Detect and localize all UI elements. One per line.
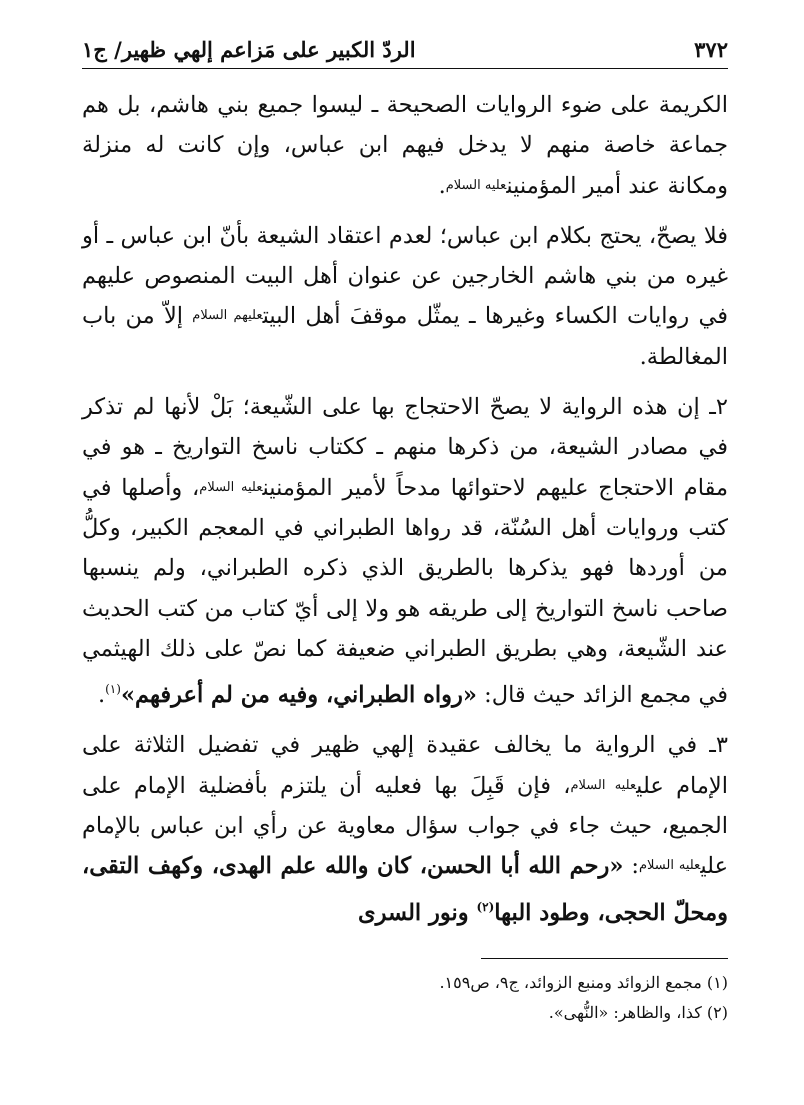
paragraph-4: ٣ـ في الرواية ما يخالف عقيدة إلهي ظهير في تفضيل الثلاثة على الإمام عليعليه السلام، فإن قَبِلَ بها فعليه أن يلتزم بأفضلية الإمام على الجميع، حيث جاء في جواب سؤال معاوية عن رأي ابن عباس بالإمام عليعليه السلام: «رحم الله أبا الحسن، كان والله علم الهدى، وكهف التقى، ومحلّ الحجى، وطود البها$^{(٢)}$ ونور السرى	[82, 732, 729, 926]
main-text	[82, 85, 728, 933]
hadith-quote: «رحم الله أبا الحسن، كان والله علم الهدى، وكهف التقى، ومحلّ الحجى، وطود البها$^{(٢)}$ ونور السرى	[82, 853, 728, 926]
page-header	[82, 20, 728, 62]
running-title: الردّ الكبير على مَزاعم إلهي ظهير/ ج١	[82, 37, 416, 62]
footnote-1: (١) مجمع الزوائد ومنبع الزوائد، ج٩، ص١٥٩.	[439, 973, 728, 992]
honorific-sign: عليه السلام	[638, 858, 701, 874]
paragraph-2: فلا يصحّ، يحتج بكلام ابن عباس؛ لعدم اعتقاد الشيعة بأنّ ابن عباس ـ أو غيره من بني هاشم الخارجين عن عنوان أهل البيت المنصوص عليهم في روايات الكساء وغيرها ـ يمثّل موقفَ أهل البيتعليهم السلام إلاّ من باب المغالطة.	[82, 222, 728, 370]
footnote-divider	[481, 958, 728, 959]
hadith-quote: «رواه الطبراني، وفيه من لم أعرفهم»	[120, 682, 477, 709]
honorific-sign: عليه السلام	[570, 777, 637, 793]
book-page	[82, 20, 729, 1022]
header-divider	[82, 68, 728, 69]
honorific-sign: عليه السلام	[445, 177, 507, 193]
paragraph-1: الكريمة على ضوء الروايات الصحيحة ـ ليسوا جميع بني هاشم، بل هم جماعة خاصة منهم لا يدخل فيهم ابن عباس، وإن كانت له منزلة ومكانة عند أمير المؤمنينعليه السلام.	[82, 92, 728, 199]
footnotes	[82, 968, 728, 1028]
footnote-marker: (١)	[105, 682, 121, 697]
paragraph-3: ٢ـ إن هذه الرواية لا يصحّ الاحتجاج بها على الشّيعة؛ بَلْ لأنها لم تذكر في مصادر الشيعة، من ذكرها منهم ـ ككتاب ناسخ التواريخ ـ هو في مقام الاحتجاج عليهم لاحتوائها مدحاً لأمير المؤمنينعليه السلام، وأصلها في كتب وروايات أهل السُنّة، قد رواها الطبراني في المعجم الكبير، وكلُّ من أوردها فهو يذكرها بالطريق الذي ذكره الطبراني، ولم ينسبها صاحب ناسخ التواريخ إلى طريقه هو ولا إلى أيّ كتاب من كتب الحديث عند الشّيعة، وهي بطريق الطبراني ضعيفة كما نصّ على ذلك الهيثمي في مجمع الزائد حيث قال: «رواه الطبراني، وفيه من لم أعرفهم»$^{(١)}$.	[82, 394, 729, 709]
honorific-sign: عليه السلام	[199, 479, 263, 495]
footnote-marker: (٢)	[476, 899, 495, 914]
footnote-2: (٢) كذا، والظاهر: «النُّهى».	[548, 1003, 728, 1022]
page-number: ٣٧٢	[694, 37, 728, 62]
honorific-sign: عليهم السلام	[192, 308, 263, 324]
